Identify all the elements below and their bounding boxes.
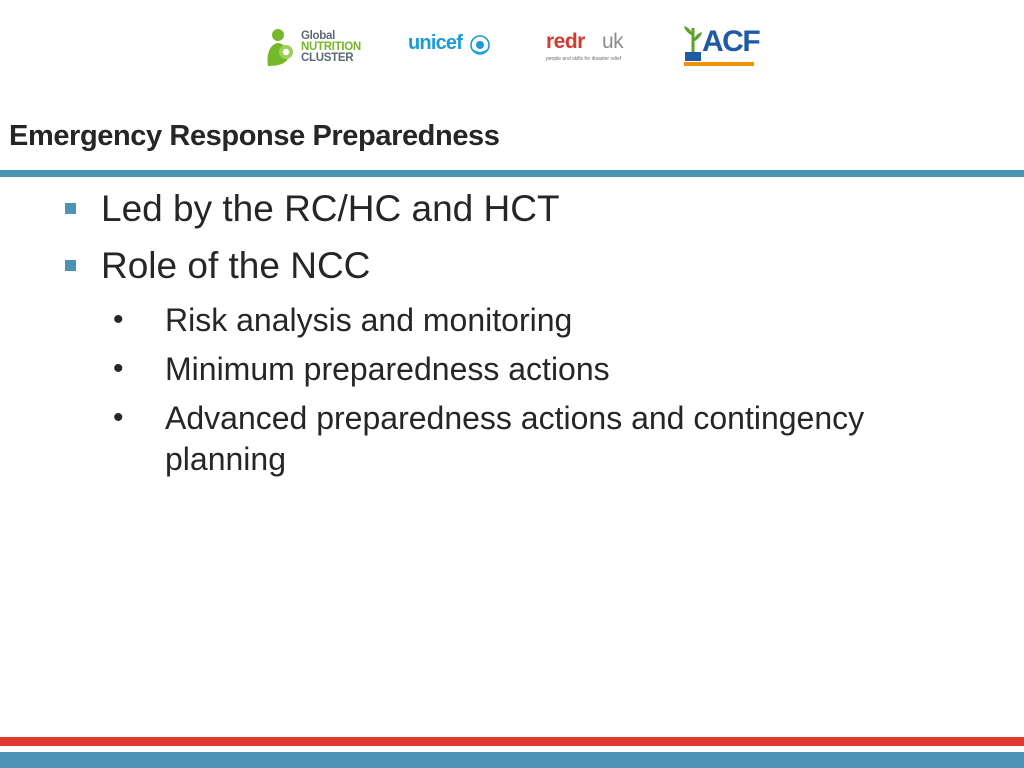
unicef-globe-icon [470, 35, 490, 55]
page-title: Emergency Response Preparedness [9, 120, 500, 152]
sub-bullet-item [0, 349, 1024, 390]
square-bullet-icon [65, 203, 76, 214]
sub-bullet-list [0, 300, 1024, 480]
mother-child-icon [264, 28, 298, 68]
sub-bullet-text: Advanced preparedness actions and contingency planning [165, 400, 865, 477]
acf-orange-bar [684, 62, 754, 66]
gnc-line-3: CLUSTER [301, 52, 354, 64]
redr-uk-suffix: uk [602, 30, 624, 53]
footer-red-bar [0, 737, 1024, 746]
bullet-item [0, 243, 1024, 300]
unicef-logo [408, 32, 498, 62]
acf-plant-icon [682, 24, 704, 62]
acf-wordmark: ACF [702, 25, 760, 58]
bullet-text: Role of the NCC [101, 245, 371, 286]
sub-bullet-item [0, 398, 1024, 480]
global-nutrition-cluster-logo [264, 26, 376, 72]
square-bullet-icon [65, 260, 76, 271]
title-divider [0, 170, 1024, 177]
acf-logo [682, 24, 758, 68]
redr-wordmark: redr [546, 30, 585, 53]
dot-bullet-icon: • [113, 303, 124, 336]
sub-bullet-text: Risk analysis and monitoring [165, 302, 573, 338]
dot-bullet-icon: • [113, 352, 124, 385]
gnc-line-1: Global [301, 30, 335, 42]
bullet-item [0, 186, 1024, 243]
footer-blue-bar [0, 752, 1024, 768]
sub-bullet-text: Minimum preparedness actions [165, 351, 610, 387]
unicef-wordmark: unicef [408, 32, 463, 54]
sub-bullet-item [0, 300, 1024, 341]
redr-uk-logo [546, 30, 642, 66]
partner-logos [258, 18, 768, 78]
redr-tagline: people and skills for disaster relief [546, 56, 622, 62]
bullet-text: Led by the RC/HC and HCT [101, 188, 560, 229]
slide-content [0, 186, 1024, 488]
gnc-line-2: NUTRITION [301, 41, 361, 53]
dot-bullet-icon: • [113, 401, 124, 434]
